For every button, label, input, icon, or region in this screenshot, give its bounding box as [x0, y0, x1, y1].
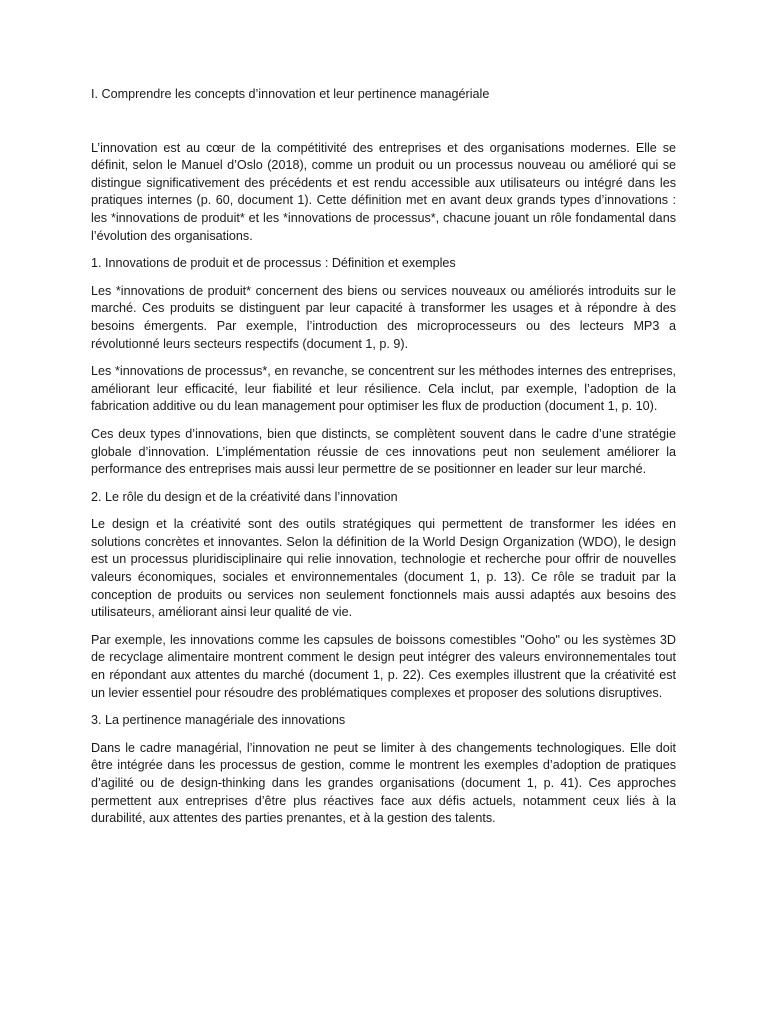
- document-title: I. Comprendre les concepts d’innovation et leur pertinence managériale: [91, 87, 490, 101]
- section-2-paragraph-1: Le design et la créativité sont des outils stratégiques qui permettent de transformer les idées en solutions concrètes et innovantes. Selon la définition de la World Design Organization (WDO), le design est un processus pluridisciplinaire qui relie innovation, technologie et recherche pour offrir de nouvelles valeurs économiques, sociales et environnementales (document 1, p. 13). Ce rôle se traduit par la conception de produits ou services non seulement fonctionnels mais aussi adaptés aux besoins des utilisateurs, améliorant ainsi leur qualité de vie.: [91, 517, 676, 620]
- section-1-paragraph-3: Ces deux types d’innovations, bien que distincts, se complètent souvent dans le cadre d’une stratégie globale d’innovation. L’implémentation réussie de ces innovations peut non seulement améliorer la performance des entreprises mais aussi leur permettre de se positionner en leader sur leur marché.: [91, 426, 676, 477]
- section-2-paragraph-2: Par exemple, les innovations comme les capsules de boissons comestibles "Ooho" ou les systèmes 3D de recyclage alimentaire montrent comment le design peut intégrer des valeurs environnementales tout en répondant aux attentes du marché (document 1, p. 22). Ces exemples illustrent que la créativité est un levier essentiel pour résoudre des problématiques complexes et proposer des solutions disruptives.: [91, 632, 676, 700]
- section-heading-2: 2. Le rôle du design et de la créativité dans l’innovation: [91, 489, 398, 504]
- intro-paragraph: L’innovation est au cœur de la compétitivité des entreprises et des organisations modernes. Elle se définit, selon le Manuel d’Oslo (2018), comme un produit ou un processus nouveau ou amélioré qui se distingue significativement des précédents et est rendu accessible aux utilisateurs ou intégré dans les pratiques internes (p. 60, document 1). Cette définition met en avant deux grands types d’innovations : les *innovations de produit* et les *innovations de processus*, chacune jouant un rôle fondamental dans l’évolution des organisations.: [91, 140, 676, 243]
- section-1-paragraph-1: Les *innovations de produit* concernent des biens ou services nouveaux ou améliorés introduits sur le marché. Ces produits se distinguent par leur capacité à transformer les usages et à répondre à des besoins émergents. Par exemple, l’introduction des microprocesseurs ou des lecteurs MP3 a révolutionné leurs secteurs respectifs (document 1, p. 9).: [91, 283, 676, 351]
- section-3-paragraph-1: Dans le cadre managérial, l’innovation ne peut se limiter à des changements technologiques. Elle doit être intégrée dans les processus de gestion, comme le montrent les exemples d’adoption de pratiques d’agilité ou de design-thinking dans les grandes organisations (document 1, p. 41). Ces approches permettent aux entreprises d’être plus réactives face aux défis actuels, notamment ceux liés à la durabilité, aux attentes des parties prenantes, et à la gestion des talents.: [91, 740, 676, 826]
- section-1-paragraph-2: Les *innovations de processus*, en revanche, se concentrent sur les méthodes internes des entreprises, améliorant leur efficacité, leur fiabilité et leur résilience. Cela inclut, par exemple, l’adoption de la fabrication additive ou du lean management pour optimiser les flux de production (document 1, p. 10).: [91, 364, 676, 414]
- document-body: [91, 86, 676, 838]
- section-heading-3: 3. La pertinence managériale des innovations: [91, 713, 346, 728]
- section-heading-1: 1. Innovations de produit et de processus : Définition et exemples: [91, 256, 456, 271]
